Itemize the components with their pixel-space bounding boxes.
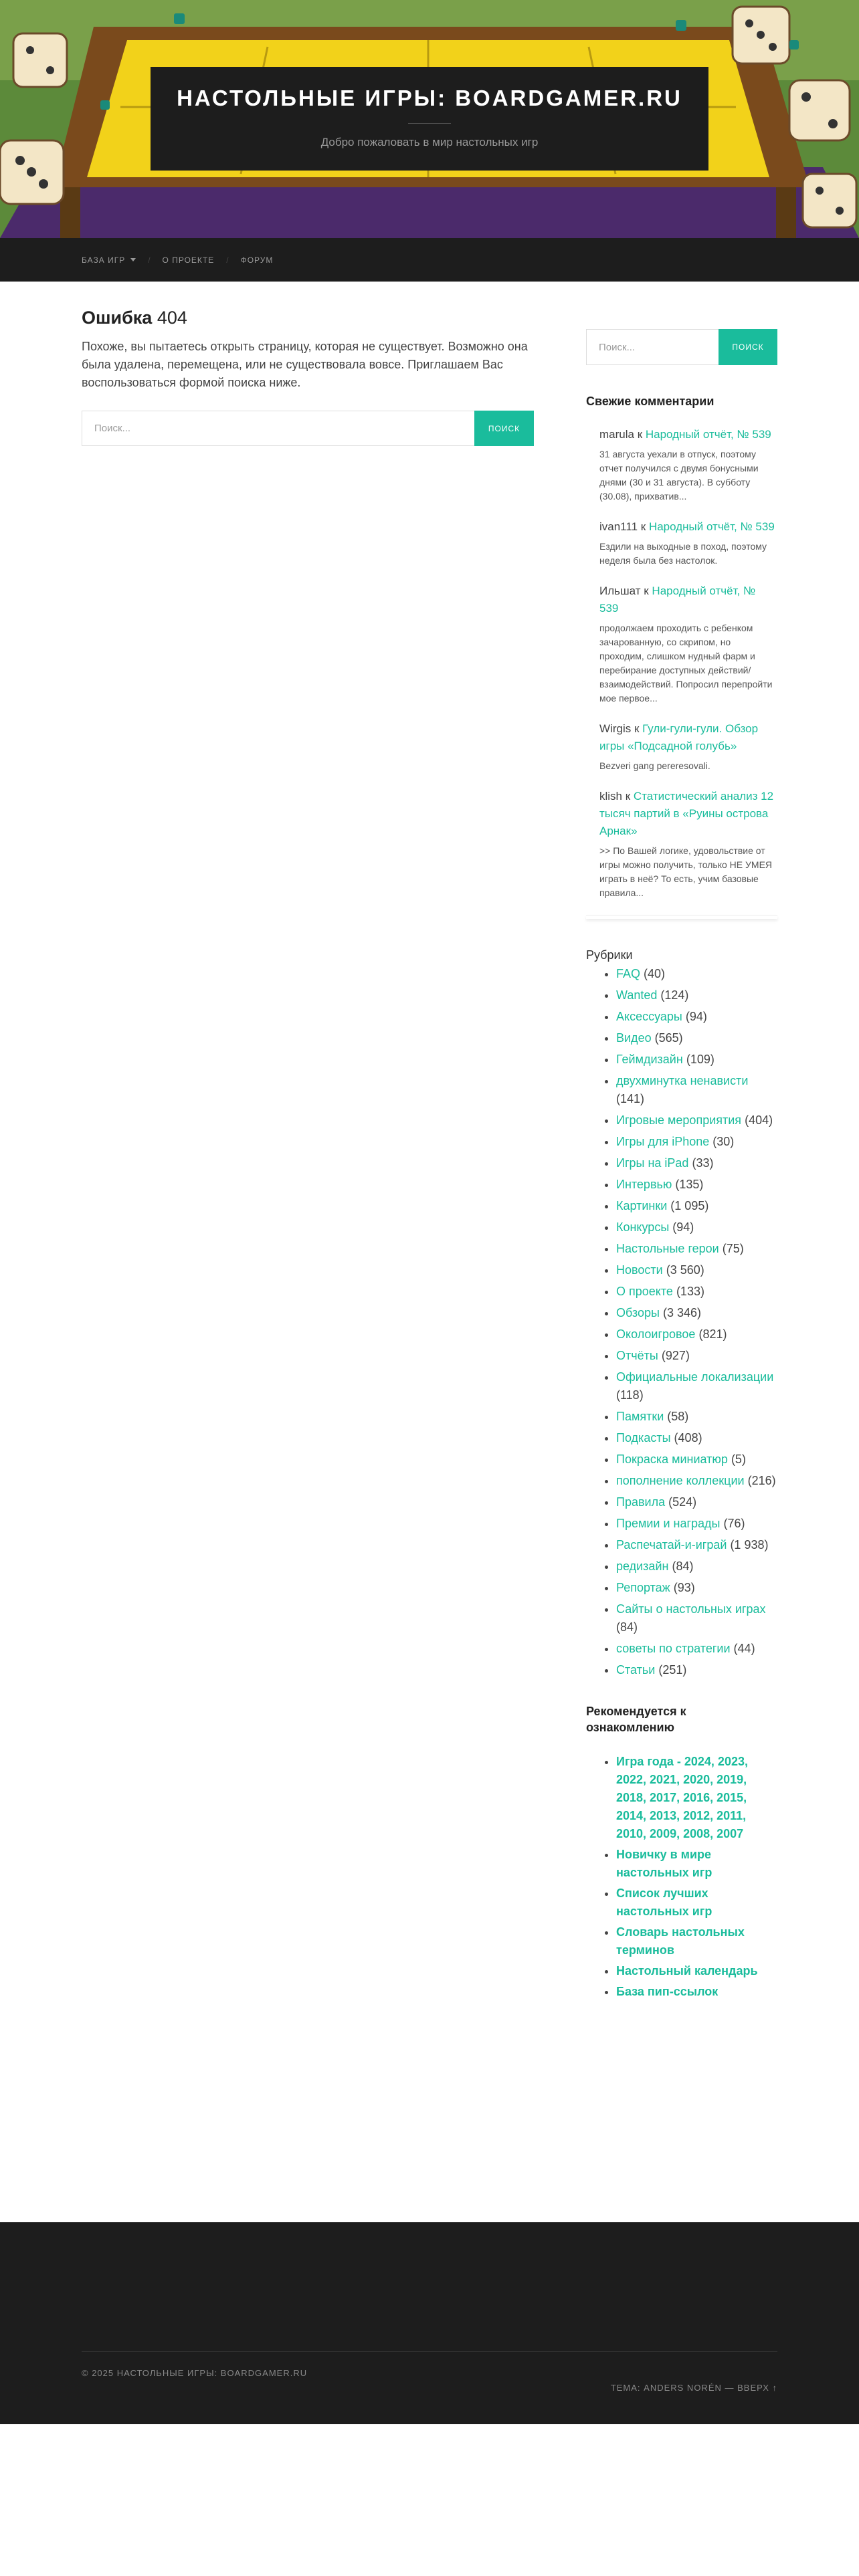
category-item	[616, 986, 777, 1004]
widget-divider	[586, 915, 777, 919]
category-item	[616, 1472, 777, 1490]
comment-item	[599, 788, 777, 900]
recommended-link[interactable]: Словарь настольных терминов	[616, 1925, 745, 1957]
category-link[interactable]: Конкурсы	[616, 1220, 670, 1234]
category-link[interactable]: Игры на iPad	[616, 1156, 689, 1170]
category-item	[616, 1408, 777, 1426]
category-item	[616, 1197, 777, 1215]
category-link[interactable]: Отчёты	[616, 1349, 658, 1362]
category-item	[616, 1051, 777, 1069]
nav-item-label: БАЗА ИГР	[82, 255, 126, 265]
comment-on: к	[637, 428, 643, 441]
category-item	[616, 1600, 777, 1636]
category-count: (404)	[745, 1113, 773, 1127]
recommended-item	[616, 1962, 777, 1980]
category-link[interactable]: Аксессуары	[616, 1010, 682, 1023]
comment-item	[599, 720, 777, 773]
title-divider	[408, 123, 451, 124]
category-item	[616, 1133, 777, 1151]
categories-title: Рубрики	[586, 948, 633, 962]
nav-item-games-db[interactable]	[82, 255, 136, 265]
comment-post-link[interactable]: Гули-гули-гули. Обзор игры «Подсадной голубь»	[599, 722, 759, 752]
recommended-link[interactable]: Настольный календарь	[616, 1964, 758, 1977]
category-count: (251)	[658, 1663, 687, 1677]
comment-author: Ильшат	[599, 584, 641, 597]
category-count: (30)	[712, 1135, 735, 1148]
recommended-title: Рекомендуется к ознакомлению	[586, 1705, 686, 1734]
category-count: (93)	[673, 1581, 695, 1594]
category-link[interactable]: Репортаж	[616, 1581, 670, 1594]
page-title	[82, 308, 534, 328]
nav-item-label: О ПРОЕКТЕ	[162, 255, 215, 265]
search-button[interactable]: ПОИСК	[474, 411, 534, 446]
category-count: (44)	[733, 1642, 755, 1655]
category-count: (927)	[661, 1349, 690, 1362]
category-link[interactable]: Правила	[616, 1495, 666, 1509]
comment-excerpt: Bezveri gang pereresovali.	[599, 760, 710, 771]
category-count: (1 938)	[730, 1538, 769, 1551]
category-count: (109)	[686, 1053, 714, 1066]
comment-author: Wirgis	[599, 722, 632, 735]
recommended-item	[616, 1846, 777, 1882]
recommended-link[interactable]: Новичку в мире настольных игр	[616, 1848, 712, 1879]
sidebar-search-form	[586, 329, 777, 365]
category-item	[616, 1029, 777, 1047]
recommended-link[interactable]: База пип-ссылок	[616, 1985, 719, 1998]
comment-excerpt: >> По Вашей логике, удовольствие от игры можно получить, только НЕ УМЕЯ играть в неё? То есть, учим базовые правила...	[599, 845, 773, 898]
error-code: 404	[157, 308, 187, 328]
category-item	[616, 1111, 777, 1130]
comment-item	[599, 518, 777, 568]
site-title[interactable]: НАСТОЛЬНЫЕ ИГРЫ: BOARDGAMER.RU	[177, 86, 682, 110]
category-link[interactable]: Новости	[616, 1263, 663, 1277]
category-item	[616, 1640, 777, 1658]
category-item	[616, 1072, 777, 1108]
category-item	[616, 965, 777, 983]
search-form	[82, 411, 534, 446]
category-count: (3 346)	[662, 1306, 701, 1319]
category-item	[616, 1154, 777, 1172]
category-count: (133)	[676, 1285, 704, 1298]
category-link[interactable]: Игровые мероприятия	[616, 1113, 742, 1127]
site-title-box	[151, 67, 708, 171]
category-count: (40)	[644, 967, 666, 980]
category-count: (408)	[674, 1431, 702, 1444]
category-link[interactable]: О проекте	[616, 1285, 673, 1298]
footer-theme-credit[interactable]: ТЕМА: ANDERS NORÉN — ВВЕРХ ↑	[610, 2383, 777, 2393]
category-count: (141)	[616, 1092, 645, 1105]
category-count: (1 095)	[670, 1199, 709, 1212]
comment-post-link[interactable]: Народный отчёт, № 539	[645, 428, 771, 441]
recommended-item	[616, 1753, 777, 1843]
category-link[interactable]: Распечатай-и-играй	[616, 1538, 727, 1551]
category-count: (75)	[722, 1242, 744, 1255]
recommended-item	[616, 1923, 777, 1959]
comment-author: klish	[599, 790, 623, 802]
category-item	[616, 1283, 777, 1301]
category-link[interactable]: Премии и награды	[616, 1517, 721, 1530]
search-input[interactable]: Поиск...	[82, 411, 474, 446]
recent-comments-title: Свежие комментарии	[586, 395, 714, 408]
category-count: (118)	[616, 1388, 644, 1402]
error-message: Похоже, вы пытаетесь открыть страницу, которая не существует. Возможно она была удалена, перемещена, или не существовала вовсе. Приглашаем Вас воспользоваться формой поиска ниже.	[82, 340, 528, 389]
category-item	[616, 1493, 777, 1511]
category-item	[616, 1579, 777, 1597]
recommended-list	[586, 1753, 777, 2001]
category-item	[616, 1558, 777, 1576]
category-link[interactable]: Wanted	[616, 988, 658, 1002]
comment-on: к	[634, 722, 640, 735]
comment-on: к	[640, 520, 646, 533]
comment-item	[599, 582, 777, 706]
comment-excerpt: 31 августа уехали в отпуск, поэтому отчет получился с двумя бонусными днями (30 и 31 августа). В субботу (30.08), прихватив...	[599, 449, 759, 502]
category-link[interactable]: советы по стратегии	[616, 1642, 731, 1655]
sidebar	[586, 329, 777, 2004]
nav-item-about[interactable]	[163, 255, 215, 265]
category-item	[616, 1347, 777, 1365]
category-count: (33)	[692, 1156, 714, 1170]
category-count: (3 560)	[666, 1263, 704, 1277]
sidebar-search-input[interactable]: Поиск...	[586, 329, 719, 365]
category-item	[616, 1218, 777, 1237]
recommended-link[interactable]: Игра года - 2024, 2023, 2022, 2021, 2020, 2019, 2018, 2017, 2016, 2015, 2014, 2013, 2012, 2011, 2010, 2009, 2008, 2007	[616, 1755, 748, 1840]
main-content	[82, 308, 534, 446]
recommended-item	[616, 1983, 777, 2001]
category-link[interactable]: Обзоры	[616, 1306, 660, 1319]
category-item	[616, 1325, 777, 1344]
category-link[interactable]: Подкасты	[616, 1431, 671, 1444]
category-item	[616, 1304, 777, 1322]
category-count: (216)	[747, 1474, 776, 1487]
category-link[interactable]: Памятки	[616, 1410, 664, 1423]
category-item	[616, 1368, 777, 1404]
category-link[interactable]: Сайты о настольных играх	[616, 1602, 766, 1616]
comment-author: marula	[599, 428, 634, 441]
recommended-item	[616, 1885, 777, 1921]
category-link[interactable]: Официальные локализации	[616, 1370, 774, 1384]
category-link[interactable]: Игры для iPhone	[616, 1135, 710, 1148]
category-link[interactable]: Картинки	[616, 1199, 668, 1212]
category-item	[616, 1261, 777, 1279]
category-item	[616, 1176, 777, 1194]
sidebar-search-button[interactable]: ПОИСК	[719, 329, 777, 365]
chevron-down-icon	[130, 258, 136, 261]
category-count: (821)	[698, 1327, 727, 1341]
comment-item	[599, 426, 777, 504]
footer-copyright[interactable]: © 2025 НАСТОЛЬНЫЕ ИГРЫ: BOARDGAMER.RU	[82, 2368, 308, 2378]
error-title: Ошибка	[82, 308, 153, 328]
recent-comments-list	[586, 426, 777, 900]
category-count: (524)	[668, 1495, 697, 1509]
comment-author: ivan111	[599, 520, 638, 533]
category-count: (135)	[675, 1178, 704, 1191]
nav-separator: /	[226, 255, 229, 265]
recommended-link[interactable]: Список лучших настольных игр	[616, 1887, 712, 1918]
comment-excerpt: продолжаем проходить с ребенком зачарованную, со скрипом, но проходим, слишком нудный фарм и перебирание доступных действий/взаимодействий. Попросил перепройти мое первое...	[599, 623, 773, 704]
category-count: (565)	[654, 1031, 683, 1045]
category-link[interactable]: Покраска миниатюр	[616, 1453, 728, 1466]
category-link[interactable]: Статьи	[616, 1663, 656, 1677]
comment-excerpt: Ездили на выходные в поход, поэтому неделя была без настолок.	[599, 541, 767, 566]
comment-post-link[interactable]: Народный отчёт, № 539	[599, 584, 756, 615]
site-header	[0, 0, 859, 238]
categories-list	[586, 965, 777, 1679]
main-navigation	[0, 238, 859, 282]
category-count: (124)	[660, 988, 689, 1002]
category-count: (94)	[685, 1010, 707, 1023]
category-link[interactable]: редизайн	[616, 1560, 669, 1573]
comment-on: к	[625, 790, 631, 802]
category-item	[616, 1661, 777, 1679]
category-item	[616, 1429, 777, 1447]
category-item	[616, 1515, 777, 1533]
category-count: (58)	[667, 1410, 689, 1423]
category-link[interactable]: Видео	[616, 1031, 652, 1045]
nav-item-forum[interactable]	[241, 255, 274, 265]
category-count: (84)	[616, 1620, 638, 1634]
category-item	[616, 1008, 777, 1026]
category-link[interactable]: Интервью	[616, 1178, 672, 1191]
category-link[interactable]: FAQ	[616, 967, 641, 980]
category-item	[616, 1451, 777, 1469]
category-count: (5)	[731, 1453, 746, 1466]
footer-divider	[82, 2351, 777, 2352]
category-item	[616, 1536, 777, 1554]
site-footer	[0, 2222, 859, 2424]
category-count: (76)	[723, 1517, 745, 1530]
site-description: Добро пожаловать в мир настольных игр	[320, 136, 539, 148]
category-item	[616, 1240, 777, 1258]
category-link[interactable]: пополнение коллекции	[616, 1474, 745, 1487]
category-link[interactable]: Настольные герои	[616, 1242, 719, 1255]
category-link[interactable]: Геймдизайн	[616, 1053, 683, 1066]
nav-separator: /	[148, 255, 151, 265]
nav-item-label: ФОРУМ	[240, 255, 274, 265]
comment-post-link[interactable]: Народный отчёт, № 539	[648, 520, 775, 533]
category-count: (94)	[672, 1220, 694, 1234]
comment-on: к	[644, 584, 649, 597]
category-link[interactable]: Околоигровое	[616, 1327, 696, 1341]
category-link[interactable]: двухминутка ненависти	[616, 1074, 749, 1087]
comment-post-link[interactable]: Статистический анализ 12 тысяч партий в «Руины острова Арнак»	[599, 790, 774, 837]
category-count: (84)	[672, 1560, 694, 1573]
